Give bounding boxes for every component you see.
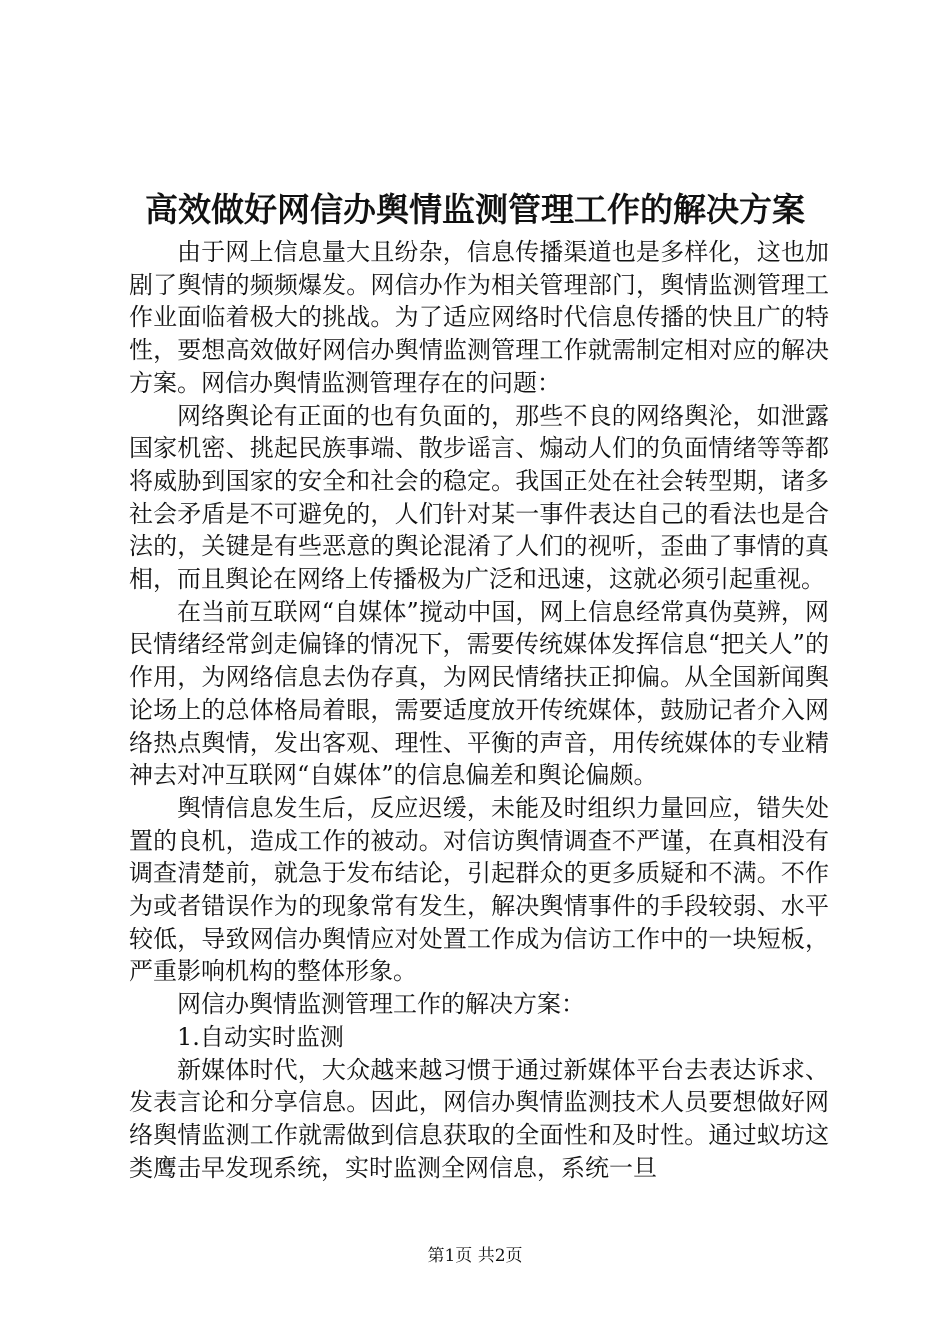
page-footer: 第1页 共2页 bbox=[427, 1246, 523, 1266]
paragraph-solutions-heading: 网信办舆情监测管理工作的解决方案： bbox=[177, 990, 585, 1019]
paragraph-self-media: 在当前互联网“自媒体”搅动中国，网上信息经常真伪莫辨，网民情绪经常剑走偏锋的情况下，需要传统媒体发挥信息“把关人”的作用，为网络信息去伪存真，为网民情绪扶正抑偏。从全国新闻舆论场上的总体格局着眼，需要适度放开传统媒体，鼓励记者介入网络热点舆情，发出客观、理性、平衡的声音，用传统媒体的专业精神去对冲互联网“自媒体”的信息偏差和舆论偏颇。 bbox=[129, 597, 829, 790]
paragraph-realtime-monitoring: 新媒体时代，大众越来越习惯于通过新媒体平台去表达诉求、发表言论和分享信息。因此，网信办舆情监测技术人员要想做好网络舆情监测工作就需做到信息获取的全面性和及时性。通过蚁坊这类鹰击早发现系统，实时监测全网信息，系统一旦 bbox=[129, 1055, 829, 1182]
paragraph-intro: 由于网上信息量大且纷杂，信息传播渠道也是多样化，这也加剧了舆情的频频爆发。网信办作为相关管理部门，舆情监测管理工作业面临着极大的挑战。为了适应网络时代信息传播的快且广的特性，要想高效做好网信办舆情监测管理工作就需制定相对应的解决方案。网信办舆情监测管理存在的问题： bbox=[129, 238, 829, 397]
paragraph-section-1-heading: 1.自动实时监测 bbox=[177, 1022, 344, 1051]
document-body bbox=[129, 236, 829, 1184]
paragraph-slow-response: 舆情信息发生后，反应迟缓，未能及时组织力量回应，错失处置的良机，造成工作的被动。对信访舆情调查不严谨，在真相没有调查清楚前，就急于发布结论，引起群众的更多质疑和不满。不作为或者错误作为的现象常有发生，解决舆情事件的手段较弱、水平较低，导致网信办舆情应对处置工作成为信访工作中的一块短板，严重影响机构的整体形象。 bbox=[129, 793, 829, 986]
paragraph-negative-opinion: 网络舆论有正面的也有负面的，那些不良的网络舆沦，如泄露国家机密、挑起民族事端、散步谣言、煽动人们的负面情绪等等都将威胁到国家的安全和社会的稳定。我国正处在社会转型期，诸多社会矛盾是不可避免的，人们针对某一事件表达自己的看法也是合法的，关键是有些恶意的舆论混淆了人们的视听，歪曲了事情的真相，而且舆论在网络上传播极为广泛和迅速，这就必须引起重视。 bbox=[129, 401, 829, 594]
document-title: 高效做好网信办舆情监测管理工作的解决方案 bbox=[145, 190, 805, 229]
